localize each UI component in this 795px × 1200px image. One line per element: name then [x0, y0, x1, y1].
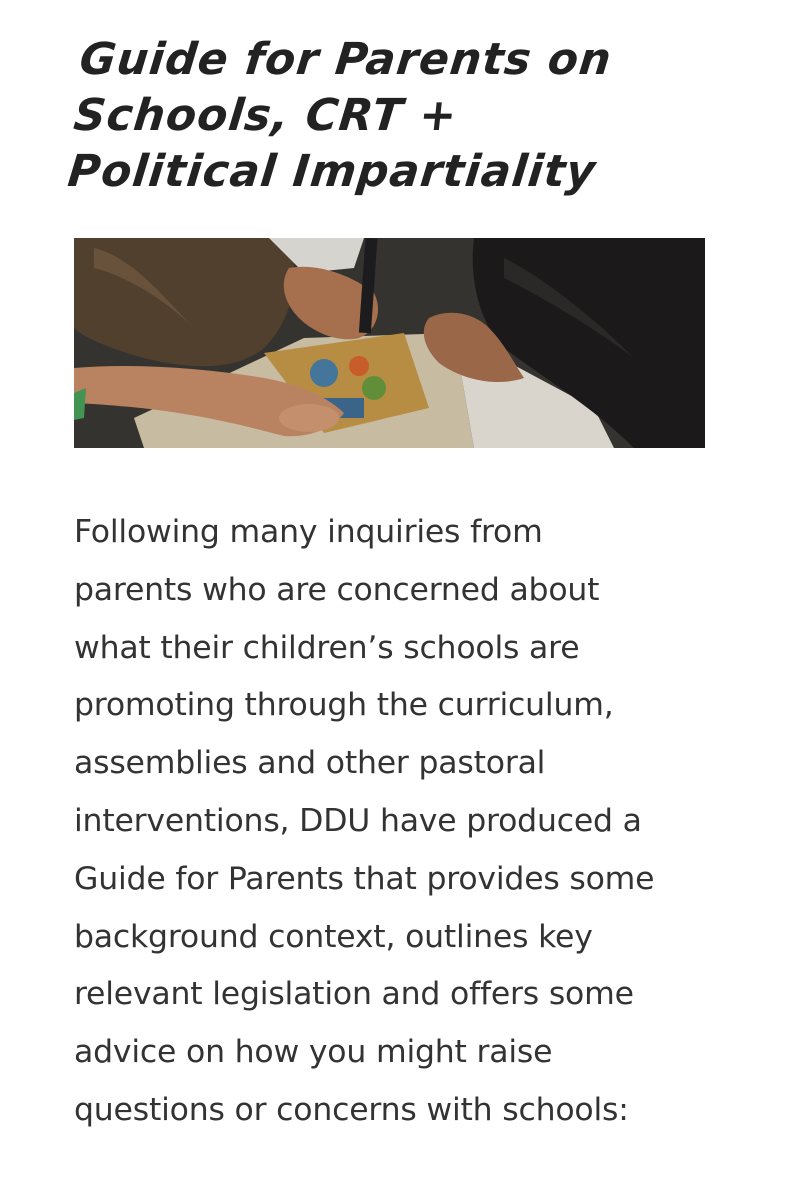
body-line: what their children’s schools are: [74, 629, 580, 666]
title-line: Schools, CRT +: [71, 90, 460, 141]
body-line: advice on how you might raise: [74, 1034, 553, 1071]
body-line: assemblies and other pastoral: [74, 745, 546, 782]
title-line: Guide for Parents on: [77, 34, 615, 85]
hero-image: [74, 238, 705, 448]
body-line: interventions, DDU have produced a: [74, 802, 642, 839]
title-line: Political Impartiality: [65, 146, 599, 197]
photo-children-reading-icon: [74, 238, 705, 448]
body-line: background context, outlines key: [74, 918, 593, 955]
body-line: Following many inquiries from: [74, 514, 543, 550]
body-line: parents who are concerned about: [74, 571, 600, 608]
page-title: [65, 32, 723, 200]
intro-paragraph: [74, 504, 714, 1140]
article: [65, 0, 724, 1128]
body-line: relevant legislation and offers some: [74, 976, 634, 1013]
body-line: Guide for Parents that provides some: [74, 860, 655, 897]
body-line: promoting through the curriculum,: [74, 687, 614, 724]
body-line: questions or concerns with schools:: [74, 1091, 629, 1128]
